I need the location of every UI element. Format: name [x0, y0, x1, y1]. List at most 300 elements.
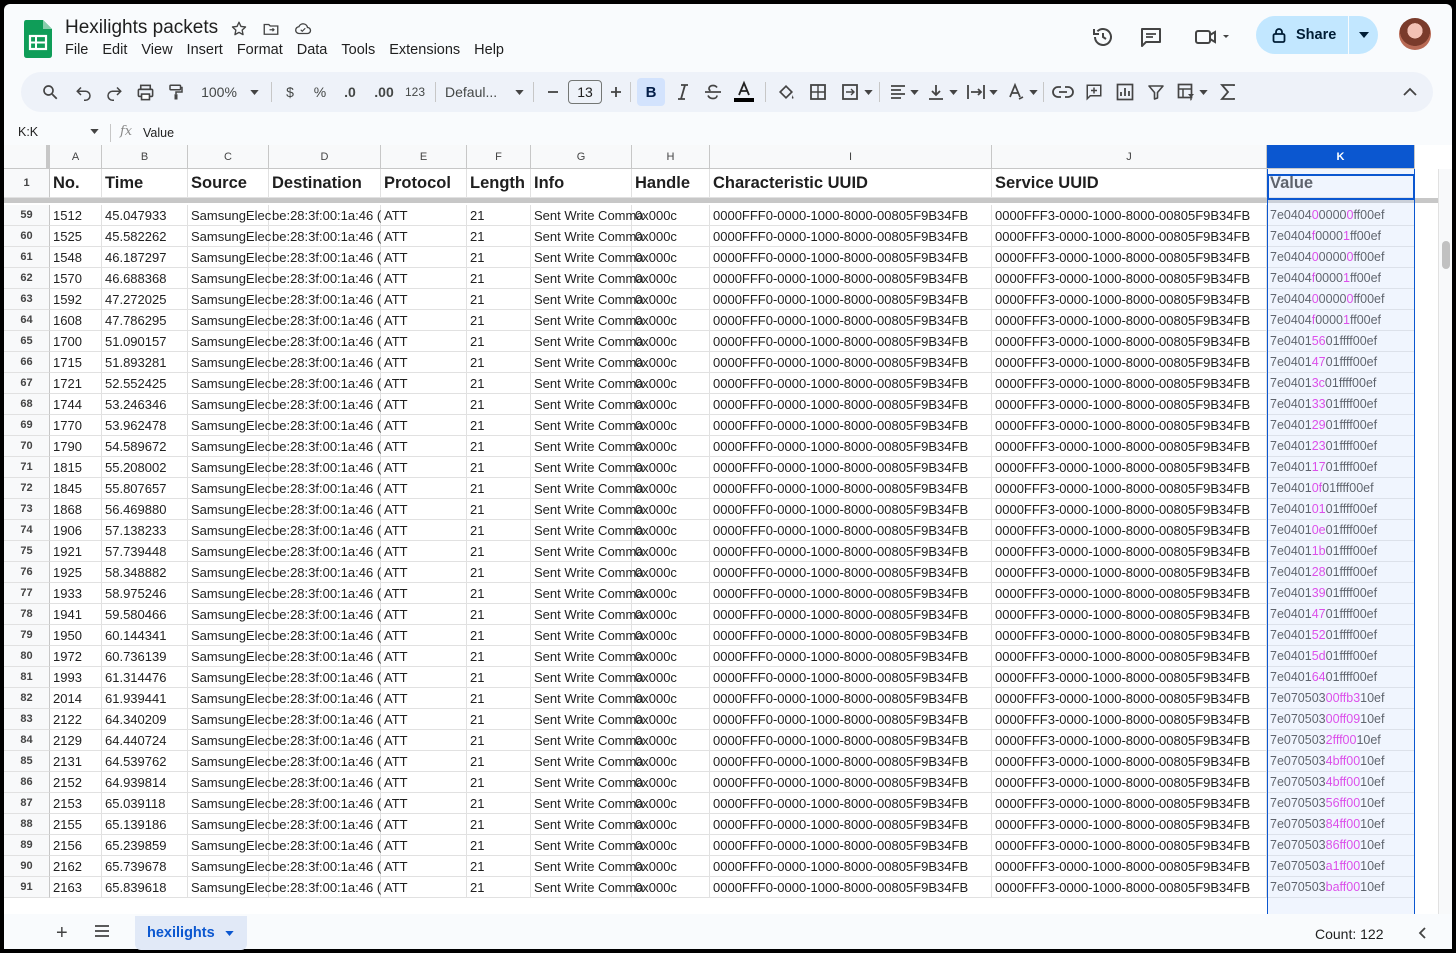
table-cell-service-uuid[interactable]: 0000FFF3-0000-1000-8000-00805F9B34FB — [992, 373, 1267, 394]
table-cell-protocol[interactable]: ATT — [381, 478, 467, 499]
table-cell-time[interactable]: 59.580466 — [102, 604, 188, 625]
column-header-b[interactable]: B — [102, 145, 188, 169]
table-cell-protocol[interactable]: ATT — [381, 520, 467, 541]
table-cell-value[interactable] — [1267, 289, 1415, 310]
table-cell-time[interactable]: 46.688368 — [102, 268, 188, 289]
table-cell-handle[interactable]: 0x000c — [632, 247, 710, 268]
selection-count[interactable]: Count: 122 — [1315, 926, 1384, 942]
table-cell-protocol[interactable]: ATT — [381, 604, 467, 625]
search-menus-icon[interactable] — [37, 72, 63, 112]
filter-views-icon[interactable] — [1173, 72, 1199, 112]
merge-chevron-down-icon[interactable] — [864, 90, 873, 95]
table-cell-source[interactable]: SamsungElec — [188, 205, 269, 226]
table-cell-handle[interactable]: 0x000c — [632, 709, 710, 730]
header-cell-char-uuid[interactable]: Characteristic UUID — [710, 169, 992, 198]
row-header[interactable]: 85 — [4, 751, 50, 772]
table-cell-value[interactable] — [1267, 478, 1415, 499]
table-cell-destination[interactable]: be:28:3f:00:1a:46 ( — [269, 604, 381, 625]
table-cell-service-uuid[interactable]: 0000FFF3-0000-1000-8000-00805F9B34FB — [992, 793, 1267, 814]
table-cell-char-uuid[interactable]: 0000FFF0-0000-1000-8000-00805F9B34FB — [710, 226, 992, 247]
merge-cells-icon[interactable] — [837, 72, 863, 112]
table-cell-source[interactable]: SamsungElec — [188, 331, 269, 352]
increase-font-size-icon[interactable] — [606, 72, 626, 112]
table-cell-protocol[interactable]: ATT — [381, 247, 467, 268]
table-cell-destination[interactable]: be:28:3f:00:1a:46 ( — [269, 373, 381, 394]
table-cell-value[interactable] — [1267, 646, 1415, 667]
table-cell-time[interactable]: 60.736139 — [102, 646, 188, 667]
table-cell-destination[interactable]: be:28:3f:00:1a:46 ( — [269, 394, 381, 415]
table-cell-value[interactable] — [1267, 226, 1415, 247]
table-cell-protocol[interactable]: ATT — [381, 856, 467, 877]
table-cell-time[interactable]: 47.786295 — [102, 310, 188, 331]
table-cell-destination[interactable]: be:28:3f:00:1a:46 ( — [269, 625, 381, 646]
table-cell-info[interactable]: Sent Write Comma — [531, 499, 632, 520]
table-cell-length[interactable]: 21 — [467, 877, 531, 898]
table-cell-char-uuid[interactable]: 0000FFF0-0000-1000-8000-00805F9B34FB — [710, 730, 992, 751]
table-cell-no[interactable]: 1925 — [50, 562, 102, 583]
table-cell-handle[interactable]: 0x000c — [632, 646, 710, 667]
table-cell-char-uuid[interactable]: 0000FFF0-0000-1000-8000-00805F9B34FB — [710, 415, 992, 436]
table-cell-no[interactable]: 1715 — [50, 352, 102, 373]
table-cell-service-uuid[interactable]: 0000FFF3-0000-1000-8000-00805F9B34FB — [992, 436, 1267, 457]
text-wrapping-icon[interactable] — [963, 72, 989, 112]
table-cell-service-uuid[interactable]: 0000FFF3-0000-1000-8000-00805F9B34FB — [992, 856, 1267, 877]
table-cell-value[interactable] — [1267, 268, 1415, 289]
table-cell-source[interactable]: SamsungElec — [188, 730, 269, 751]
table-cell-info[interactable]: Sent Write Comma — [531, 415, 632, 436]
move-to-folder-icon[interactable] — [260, 18, 282, 40]
insert-comment-icon[interactable] — [1081, 72, 1107, 112]
table-cell-protocol[interactable]: ATT — [381, 205, 467, 226]
chevron-down-icon[interactable] — [1359, 32, 1369, 38]
column-header-a[interactable]: A — [50, 145, 102, 169]
table-cell-time[interactable]: 58.348882 — [102, 562, 188, 583]
table-cell-no[interactable]: 1548 — [50, 247, 102, 268]
table-cell-service-uuid[interactable]: 0000FFF3-0000-1000-8000-00805F9B34FB — [992, 877, 1267, 898]
table-cell-source[interactable]: SamsungElec — [188, 247, 269, 268]
row-header[interactable]: 59 — [4, 205, 50, 226]
table-cell-destination[interactable]: be:28:3f:00:1a:46 ( — [269, 751, 381, 772]
table-cell-value[interactable] — [1267, 604, 1415, 625]
table-cell-info[interactable]: Sent Write Comma — [531, 520, 632, 541]
menu-format[interactable]: Format — [236, 42, 283, 58]
table-cell-length[interactable]: 21 — [467, 835, 531, 856]
table-cell-char-uuid[interactable]: 0000FFF0-0000-1000-8000-00805F9B34FB — [710, 457, 992, 478]
increase-decimal-button[interactable] — [369, 72, 399, 112]
filter-icon[interactable] — [1143, 72, 1169, 112]
header-cell-no[interactable]: No. — [50, 169, 102, 198]
table-cell-handle[interactable]: 0x000c — [632, 478, 710, 499]
table-cell-protocol[interactable]: ATT — [381, 730, 467, 751]
insert-link-icon[interactable] — [1050, 72, 1076, 112]
table-cell-char-uuid[interactable]: 0000FFF0-0000-1000-8000-00805F9B34FB — [710, 352, 992, 373]
table-cell-protocol[interactable]: ATT — [381, 688, 467, 709]
undo-icon[interactable] — [71, 72, 97, 112]
table-cell-service-uuid[interactable]: 0000FFF3-0000-1000-8000-00805F9B34FB — [992, 247, 1267, 268]
insert-chart-icon[interactable] — [1112, 72, 1138, 112]
collapse-toolbar-icon[interactable] — [1397, 72, 1423, 112]
table-cell-protocol[interactable]: ATT — [381, 436, 467, 457]
table-cell-info[interactable]: Sent Write Comma — [531, 793, 632, 814]
table-cell-protocol[interactable]: ATT — [381, 667, 467, 688]
vertical-scroll-thumb[interactable] — [1442, 241, 1450, 269]
vertical-scrollbar[interactable] — [1438, 169, 1452, 915]
table-cell-length[interactable]: 21 — [467, 625, 531, 646]
table-cell-time[interactable]: 46.187297 — [102, 247, 188, 268]
menu-file[interactable]: File — [65, 42, 89, 58]
table-cell-no[interactable]: 2152 — [50, 772, 102, 793]
table-cell-protocol[interactable]: ATT — [381, 646, 467, 667]
table-cell-value[interactable] — [1267, 625, 1415, 646]
table-cell-service-uuid[interactable]: 0000FFF3-0000-1000-8000-00805F9B34FB — [992, 772, 1267, 793]
more-formats-button[interactable]: 123 — [404, 85, 426, 99]
table-cell-source[interactable]: SamsungElec — [188, 226, 269, 247]
table-cell-source[interactable]: SamsungElec — [188, 373, 269, 394]
sheet-tab-hexilights[interactable] — [135, 916, 247, 950]
table-cell-handle[interactable]: 0x000c — [632, 415, 710, 436]
table-cell-source[interactable]: SamsungElec — [188, 583, 269, 604]
table-cell-info[interactable]: Sent Write Comma — [531, 562, 632, 583]
table-cell-length[interactable]: 21 — [467, 331, 531, 352]
table-cell-protocol[interactable]: ATT — [381, 457, 467, 478]
strikethrough-icon[interactable] — [701, 72, 725, 112]
fill-color-icon[interactable] — [773, 72, 799, 112]
table-cell-destination[interactable]: be:28:3f:00:1a:46 ( — [269, 352, 381, 373]
functions-icon[interactable] — [1215, 72, 1241, 112]
table-cell-no[interactable]: 1941 — [50, 604, 102, 625]
comments-icon[interactable] — [1138, 24, 1164, 50]
zoom-select[interactable]: 100% — [201, 84, 237, 100]
table-cell-handle[interactable]: 0x000c — [632, 436, 710, 457]
table-cell-destination[interactable]: be:28:3f:00:1a:46 ( — [269, 436, 381, 457]
table-cell-char-uuid[interactable]: 0000FFF0-0000-1000-8000-00805F9B34FB — [710, 793, 992, 814]
table-cell-char-uuid[interactable]: 0000FFF0-0000-1000-8000-00805F9B34FB — [710, 814, 992, 835]
table-cell-info[interactable]: Sent Write Comma — [531, 751, 632, 772]
table-cell-handle[interactable]: 0x000c — [632, 835, 710, 856]
sheet-tab-chevron-down-icon[interactable] — [225, 931, 234, 936]
table-cell-no[interactable]: 2153 — [50, 793, 102, 814]
vertical-align-icon[interactable] — [923, 72, 949, 112]
row-header[interactable]: 83 — [4, 709, 50, 730]
table-cell-value[interactable] — [1267, 583, 1415, 604]
table-cell-protocol[interactable]: ATT — [381, 415, 467, 436]
table-cell-time[interactable]: 51.090157 — [102, 331, 188, 352]
print-icon[interactable] — [132, 72, 158, 112]
table-cell-service-uuid[interactable]: 0000FFF3-0000-1000-8000-00805F9B34FB — [992, 310, 1267, 331]
table-cell-no[interactable]: 2155 — [50, 814, 102, 835]
name-box-chevron-down-icon[interactable] — [90, 129, 99, 134]
table-cell-handle[interactable]: 0x000c — [632, 373, 710, 394]
table-cell-char-uuid[interactable]: 0000FFF0-0000-1000-8000-00805F9B34FB — [710, 331, 992, 352]
table-cell-source[interactable]: SamsungElec — [188, 772, 269, 793]
table-cell-handle[interactable]: 0x000c — [632, 772, 710, 793]
table-cell-value[interactable] — [1267, 856, 1415, 877]
row-header[interactable]: 67 — [4, 373, 50, 394]
table-cell-service-uuid[interactable]: 0000FFF3-0000-1000-8000-00805F9B34FB — [992, 415, 1267, 436]
table-cell-length[interactable]: 21 — [467, 415, 531, 436]
table-cell-length[interactable]: 21 — [467, 541, 531, 562]
table-cell-destination[interactable]: be:28:3f:00:1a:46 ( — [269, 835, 381, 856]
table-cell-service-uuid[interactable]: 0000FFF3-0000-1000-8000-00805F9B34FB — [992, 289, 1267, 310]
table-cell-service-uuid[interactable]: 0000FFF3-0000-1000-8000-00805F9B34FB — [992, 814, 1267, 835]
table-cell-info[interactable]: Sent Write Comma — [531, 457, 632, 478]
table-cell-length[interactable]: 21 — [467, 457, 531, 478]
table-cell-value[interactable] — [1267, 835, 1415, 856]
table-cell-service-uuid[interactable]: 0000FFF3-0000-1000-8000-00805F9B34FB — [992, 583, 1267, 604]
table-cell-length[interactable]: 21 — [467, 814, 531, 835]
table-cell-length[interactable]: 21 — [467, 499, 531, 520]
table-cell-char-uuid[interactable]: 0000FFF0-0000-1000-8000-00805F9B34FB — [710, 478, 992, 499]
menu-view[interactable]: View — [141, 42, 173, 58]
table-cell-length[interactable]: 21 — [467, 205, 531, 226]
wrap-chevron-down-icon[interactable] — [989, 90, 998, 95]
table-cell-no[interactable]: 1950 — [50, 625, 102, 646]
table-cell-length[interactable]: 21 — [467, 394, 531, 415]
table-cell-info[interactable]: Sent Write Comma — [531, 541, 632, 562]
table-cell-char-uuid[interactable]: 0000FFF0-0000-1000-8000-00805F9B34FB — [710, 394, 992, 415]
table-cell-no[interactable]: 1525 — [50, 226, 102, 247]
table-cell-char-uuid[interactable]: 0000FFF0-0000-1000-8000-00805F9B34FB — [710, 268, 992, 289]
table-cell-value[interactable] — [1267, 562, 1415, 583]
row-header[interactable]: 63 — [4, 289, 50, 310]
table-cell-info[interactable]: Sent Write Comma — [531, 646, 632, 667]
menu-help[interactable]: Help — [474, 42, 504, 58]
table-cell-no[interactable]: 2131 — [50, 751, 102, 772]
table-cell-no[interactable]: 1770 — [50, 415, 102, 436]
table-cell-time[interactable]: 65.139186 — [102, 814, 188, 835]
table-cell-info[interactable]: Sent Write Comma — [531, 709, 632, 730]
table-cell-char-uuid[interactable]: 0000FFF0-0000-1000-8000-00805F9B34FB — [710, 604, 992, 625]
table-cell-no[interactable]: 1570 — [50, 268, 102, 289]
table-cell-source[interactable]: SamsungElec — [188, 646, 269, 667]
table-cell-source[interactable]: SamsungElec — [188, 394, 269, 415]
table-cell-destination[interactable]: be:28:3f:00:1a:46 ( — [269, 310, 381, 331]
currency-format-button[interactable]: $ — [286, 84, 294, 100]
table-cell-handle[interactable]: 0x000c — [632, 457, 710, 478]
table-cell-time[interactable]: 54.589672 — [102, 436, 188, 457]
table-cell-handle[interactable]: 0x000c — [632, 667, 710, 688]
row-header[interactable]: 78 — [4, 604, 50, 625]
row-header[interactable]: 72 — [4, 478, 50, 499]
table-cell-source[interactable]: SamsungElec — [188, 856, 269, 877]
table-cell-destination[interactable]: be:28:3f:00:1a:46 ( — [269, 268, 381, 289]
table-cell-source[interactable]: SamsungElec — [188, 688, 269, 709]
table-cell-destination[interactable]: be:28:3f:00:1a:46 ( — [269, 520, 381, 541]
table-cell-value[interactable] — [1267, 730, 1415, 751]
table-cell-destination[interactable]: be:28:3f:00:1a:46 ( — [269, 856, 381, 877]
table-cell-source[interactable]: SamsungElec — [188, 268, 269, 289]
table-cell-value[interactable] — [1267, 247, 1415, 268]
table-cell-service-uuid[interactable]: 0000FFF3-0000-1000-8000-00805F9B34FB — [992, 667, 1267, 688]
row-header[interactable]: 79 — [4, 625, 50, 646]
frozen-row-divider[interactable] — [4, 198, 1438, 203]
table-cell-protocol[interactable]: ATT — [381, 541, 467, 562]
table-cell-handle[interactable]: 0x000c — [632, 814, 710, 835]
table-cell-time[interactable]: 57.739448 — [102, 541, 188, 562]
row-header[interactable]: 68 — [4, 394, 50, 415]
table-cell-service-uuid[interactable]: 0000FFF3-0000-1000-8000-00805F9B34FB — [992, 625, 1267, 646]
table-cell-value[interactable] — [1267, 814, 1415, 835]
table-cell-service-uuid[interactable]: 0000FFF3-0000-1000-8000-00805F9B34FB — [992, 394, 1267, 415]
table-cell-protocol[interactable]: ATT — [381, 709, 467, 730]
table-cell-length[interactable]: 21 — [467, 310, 531, 331]
table-cell-destination[interactable]: be:28:3f:00:1a:46 ( — [269, 499, 381, 520]
table-cell-destination[interactable]: be:28:3f:00:1a:46 ( — [269, 730, 381, 751]
table-cell-info[interactable]: Sent Write Comma — [531, 688, 632, 709]
table-cell-char-uuid[interactable]: 0000FFF0-0000-1000-8000-00805F9B34FB — [710, 247, 992, 268]
row-header[interactable]: 81 — [4, 667, 50, 688]
table-cell-time[interactable]: 64.539762 — [102, 751, 188, 772]
align-chevron-down-icon[interactable] — [910, 90, 919, 95]
table-cell-length[interactable]: 21 — [467, 268, 531, 289]
header-cell-info[interactable]: Info — [531, 169, 632, 198]
menu-extensions[interactable]: Extensions — [389, 42, 461, 58]
table-cell-service-uuid[interactable]: 0000FFF3-0000-1000-8000-00805F9B34FB — [992, 730, 1267, 751]
table-cell-handle[interactable]: 0x000c — [632, 331, 710, 352]
table-cell-info[interactable]: Sent Write Comma — [531, 730, 632, 751]
table-cell-source[interactable]: SamsungElec — [188, 520, 269, 541]
star-icon[interactable] — [228, 18, 250, 40]
row-header[interactable]: 70 — [4, 436, 50, 457]
table-cell-value[interactable] — [1267, 541, 1415, 562]
table-cell-protocol[interactable]: ATT — [381, 583, 467, 604]
row-header[interactable]: 60 — [4, 226, 50, 247]
table-cell-destination[interactable]: be:28:3f:00:1a:46 ( — [269, 541, 381, 562]
table-cell-protocol[interactable]: ATT — [381, 394, 467, 415]
table-cell-time[interactable]: 61.939441 — [102, 688, 188, 709]
row-header[interactable]: 62 — [4, 268, 50, 289]
table-cell-char-uuid[interactable]: 0000FFF0-0000-1000-8000-00805F9B34FB — [710, 583, 992, 604]
table-cell-value[interactable] — [1267, 688, 1415, 709]
table-cell-service-uuid[interactable]: 0000FFF3-0000-1000-8000-00805F9B34FB — [992, 520, 1267, 541]
table-cell-no[interactable]: 1845 — [50, 478, 102, 499]
table-cell-no[interactable]: 1972 — [50, 646, 102, 667]
table-cell-time[interactable]: 60.144341 — [102, 625, 188, 646]
redo-icon[interactable] — [101, 72, 127, 112]
row-header[interactable]: 89 — [4, 835, 50, 856]
table-cell-value[interactable] — [1267, 499, 1415, 520]
document-title[interactable]: Hexilights packets — [65, 17, 219, 38]
table-cell-time[interactable]: 52.552425 — [102, 373, 188, 394]
table-cell-destination[interactable]: be:28:3f:00:1a:46 ( — [269, 289, 381, 310]
table-cell-char-uuid[interactable]: 0000FFF0-0000-1000-8000-00805F9B34FB — [710, 499, 992, 520]
table-cell-service-uuid[interactable]: 0000FFF3-0000-1000-8000-00805F9B34FB — [992, 205, 1267, 226]
row-header[interactable]: 88 — [4, 814, 50, 835]
table-cell-source[interactable]: SamsungElec — [188, 415, 269, 436]
table-cell-handle[interactable]: 0x000c — [632, 625, 710, 646]
table-cell-value[interactable] — [1267, 373, 1415, 394]
table-cell-length[interactable]: 21 — [467, 751, 531, 772]
meet-video-icon[interactable] — [1192, 24, 1232, 50]
table-cell-info[interactable]: Sent Write Comma — [531, 394, 632, 415]
table-cell-protocol[interactable]: ATT — [381, 268, 467, 289]
table-cell-time[interactable]: 58.975246 — [102, 583, 188, 604]
table-cell-value[interactable] — [1267, 751, 1415, 772]
table-cell-no[interactable]: 1700 — [50, 331, 102, 352]
menu-insert[interactable]: Insert — [186, 42, 223, 58]
table-cell-source[interactable]: SamsungElec — [188, 709, 269, 730]
table-cell-service-uuid[interactable]: 0000FFF3-0000-1000-8000-00805F9B34FB — [992, 331, 1267, 352]
table-cell-length[interactable]: 21 — [467, 730, 531, 751]
table-cell-value[interactable] — [1267, 667, 1415, 688]
table-cell-value[interactable] — [1267, 520, 1415, 541]
row-header[interactable]: 75 — [4, 541, 50, 562]
column-header-d[interactable]: D — [269, 145, 381, 169]
table-cell-service-uuid[interactable]: 0000FFF3-0000-1000-8000-00805F9B34FB — [992, 646, 1267, 667]
table-cell-time[interactable]: 51.893281 — [102, 352, 188, 373]
table-cell-char-uuid[interactable]: 0000FFF0-0000-1000-8000-00805F9B34FB — [710, 688, 992, 709]
table-cell-no[interactable]: 1906 — [50, 520, 102, 541]
table-cell-protocol[interactable]: ATT — [381, 877, 467, 898]
row-header[interactable]: 1 — [4, 169, 50, 198]
select-all-corner[interactable] — [4, 145, 50, 169]
table-cell-destination[interactable]: be:28:3f:00:1a:46 ( — [269, 583, 381, 604]
table-cell-handle[interactable]: 0x000c — [632, 520, 710, 541]
table-cell-destination[interactable]: be:28:3f:00:1a:46 ( — [269, 415, 381, 436]
table-cell-value[interactable] — [1267, 772, 1415, 793]
percent-format-button[interactable]: % — [313, 84, 327, 100]
table-cell-handle[interactable]: 0x000c — [632, 205, 710, 226]
table-cell-handle[interactable]: 0x000c — [632, 226, 710, 247]
table-cell-no[interactable]: 2129 — [50, 730, 102, 751]
table-cell-length[interactable]: 21 — [467, 436, 531, 457]
table-cell-destination[interactable]: be:28:3f:00:1a:46 ( — [269, 793, 381, 814]
bold-button[interactable]: B — [637, 78, 665, 106]
table-cell-handle[interactable]: 0x000c — [632, 310, 710, 331]
table-cell-length[interactable]: 21 — [467, 226, 531, 247]
decrease-font-size-icon[interactable] — [543, 72, 563, 112]
table-cell-no[interactable]: 1815 — [50, 457, 102, 478]
table-cell-handle[interactable]: 0x000c — [632, 583, 710, 604]
table-cell-info[interactable]: Sent Write Comma — [531, 604, 632, 625]
formula-input[interactable]: Value — [143, 126, 175, 140]
table-cell-time[interactable]: 64.939814 — [102, 772, 188, 793]
row-header[interactable]: 80 — [4, 646, 50, 667]
table-cell-service-uuid[interactable]: 0000FFF3-0000-1000-8000-00805F9B34FB — [992, 352, 1267, 373]
table-cell-protocol[interactable]: ATT — [381, 352, 467, 373]
table-cell-time[interactable]: 65.239859 — [102, 835, 188, 856]
table-cell-info[interactable]: Sent Write Comma — [531, 835, 632, 856]
table-cell-char-uuid[interactable]: 0000FFF0-0000-1000-8000-00805F9B34FB — [710, 709, 992, 730]
zoom-chevron-down-icon[interactable] — [250, 90, 259, 95]
table-cell-value[interactable] — [1267, 352, 1415, 373]
row-header[interactable]: 74 — [4, 520, 50, 541]
table-cell-length[interactable]: 21 — [467, 562, 531, 583]
table-cell-handle[interactable]: 0x000c — [632, 856, 710, 877]
table-cell-no[interactable]: 2122 — [50, 709, 102, 730]
row-header[interactable]: 65 — [4, 331, 50, 352]
table-cell-time[interactable]: 53.246346 — [102, 394, 188, 415]
table-cell-info[interactable]: Sent Write Comma — [531, 352, 632, 373]
table-cell-char-uuid[interactable]: 0000FFF0-0000-1000-8000-00805F9B34FB — [710, 856, 992, 877]
share-button[interactable] — [1256, 16, 1378, 54]
version-history-icon[interactable] — [1090, 24, 1116, 50]
header-cell-time[interactable]: Time — [102, 169, 188, 198]
table-cell-char-uuid[interactable]: 0000FFF0-0000-1000-8000-00805F9B34FB — [710, 667, 992, 688]
table-cell-source[interactable]: SamsungElec — [188, 793, 269, 814]
table-cell-no[interactable]: 1592 — [50, 289, 102, 310]
table-cell-no[interactable]: 1993 — [50, 667, 102, 688]
table-cell-destination[interactable]: be:28:3f:00:1a:46 ( — [269, 814, 381, 835]
table-cell-service-uuid[interactable]: 0000FFF3-0000-1000-8000-00805F9B34FB — [992, 688, 1267, 709]
row-header[interactable]: 82 — [4, 688, 50, 709]
table-cell-service-uuid[interactable]: 0000FFF3-0000-1000-8000-00805F9B34FB — [992, 604, 1267, 625]
table-cell-source[interactable]: SamsungElec — [188, 562, 269, 583]
table-cell-length[interactable]: 21 — [467, 856, 531, 877]
table-cell-value[interactable] — [1267, 877, 1415, 898]
table-cell-source[interactable]: SamsungElec — [188, 604, 269, 625]
rotate-chevron-down-icon[interactable] — [1029, 90, 1038, 95]
